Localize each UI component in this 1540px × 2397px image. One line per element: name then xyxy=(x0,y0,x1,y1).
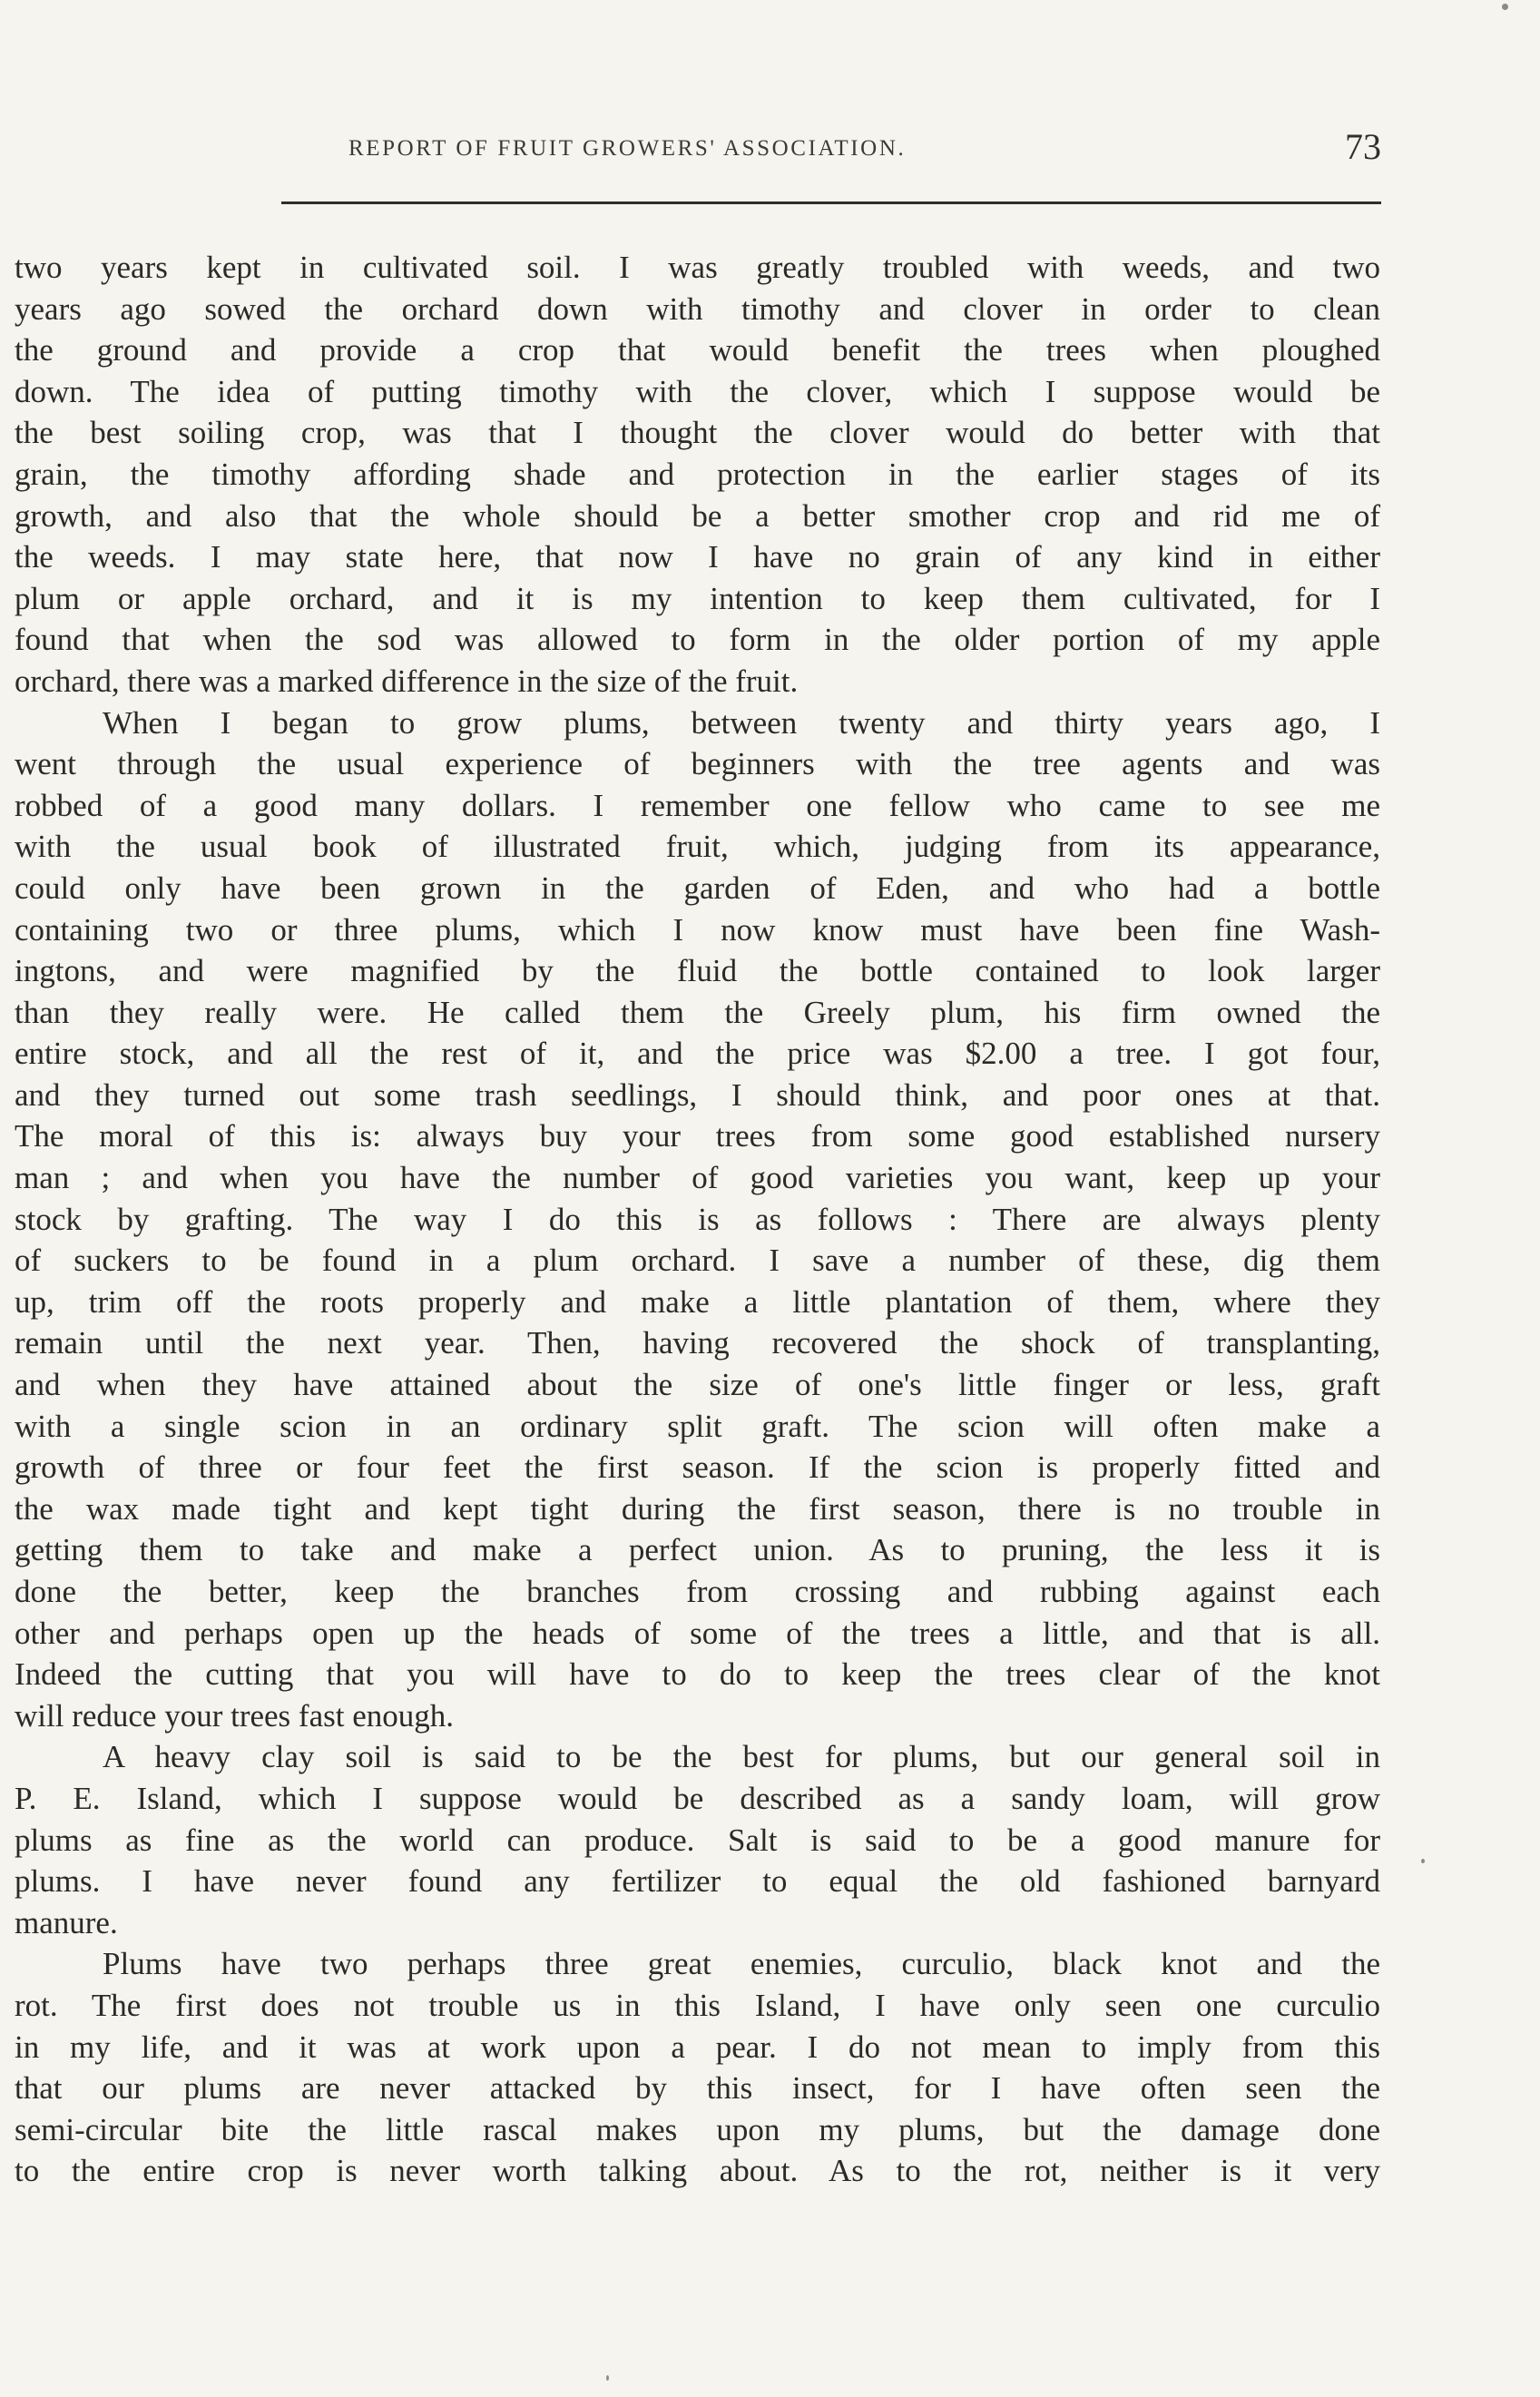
text-line: manure. xyxy=(15,1904,118,1940)
page-number: 73 xyxy=(1345,126,1381,167)
text-line: that our plums are never attacked by this insect, for I have often seen the xyxy=(15,2070,1380,2107)
text-line: plums. I have never found any fertilizer to equal the old fashioned barnyard xyxy=(15,1863,1380,1900)
paragraph-enemies xyxy=(15,1943,1380,2192)
paragraph-soil xyxy=(15,1736,1380,1943)
running-head xyxy=(281,125,1381,171)
text-line: growth, and also that the whole should be a better smother crop and rid me of xyxy=(15,497,1380,534)
text-line: done the better, keep the branches from crossing and rubbing against each xyxy=(15,1574,1380,1609)
text-line: Plums have two perhaps three great enemies, curculio, black knot and the xyxy=(103,1946,1380,1982)
text-line: stock by grafting. The way I do this is as follows : There are always plenty xyxy=(15,1201,1380,1237)
text-line: rot. The first does not trouble us in this Island, I have only seen one curculio xyxy=(15,1987,1380,2023)
text-line: growth of three or four feet the first season. If the scion is properly fitted and xyxy=(15,1449,1380,1486)
text-line: remain until the next year. Then, having recovered the shock of transplanting, xyxy=(15,1325,1380,1361)
text-line: orchard, there was a marked difference in the size of the fruit. xyxy=(15,663,799,699)
text-line: up, trim off the roots properly and make a little plantation of them, where they xyxy=(15,1283,1380,1320)
text-line: containing two or three plums, which I now know must have been fine Wash- xyxy=(15,911,1380,948)
text-line: and they turned out some trash seedlings, I should think, and poor ones at that. xyxy=(15,1076,1380,1113)
text-line: years ago sowed the orchard down with timothy and clover in order to clean xyxy=(15,290,1380,327)
text-line: down. The idea of putting timothy with the clover, which I suppose would be xyxy=(15,373,1380,409)
text-line: of suckers to be found in a plum orchard. I save a number of these, dig them xyxy=(15,1243,1380,1279)
text-line: in my life, and it was at work upon a pear. I do not mean to imply from this xyxy=(15,2029,1380,2065)
text-line: plum or apple orchard, and it is my intention to keep them cultivated, for I xyxy=(15,580,1380,616)
text-line: the weeds. I may state here, that now I have no grain of any kind in either xyxy=(15,539,1380,575)
text-line: getting them to take and make a perfect union. As to pruning, the less it is xyxy=(15,1532,1380,1568)
text-line: the ground and provide a crop that would benefit the trees when ploughed xyxy=(15,332,1380,368)
text-line: plums as fine as the world can produce. Salt is said to be a good manure for xyxy=(15,1822,1380,1858)
text-line: will reduce your trees fast enough. xyxy=(15,1697,455,1734)
text-line: man ; and when you have the number of good varieties you want, keep up your xyxy=(15,1160,1380,1196)
text-line: The moral of this is: always buy your trees from some good established nursery xyxy=(15,1118,1380,1154)
text-line: could only have been grown in the garden of Eden, and who had a bottle xyxy=(15,869,1380,906)
paragraph-cultivation xyxy=(15,247,1380,702)
text-line: with a single scion in an ordinary split graft. The scion will often make a xyxy=(15,1408,1380,1444)
text-line: entire stock, and all the rest of it, and the price was $2.00 a tree. I got four, xyxy=(15,1036,1380,1072)
header-rule xyxy=(281,201,1381,204)
paper-speck xyxy=(606,2375,609,2381)
text-line: found that when the sod was allowed to form in the older portion of my apple xyxy=(15,622,1380,658)
body-text xyxy=(15,247,1380,2192)
text-line: other and perhaps open up the heads of some of the trees a little, and that is all. xyxy=(15,1615,1380,1651)
text-line: two years kept in cultivated soil. I was greatly troubled with weeds, and two xyxy=(15,250,1380,285)
text-line: to the entire crop is never worth talking about. As to the rot, neither is it very xyxy=(15,2153,1380,2189)
text-line: semi-circular bite the little rascal makes upon my plums, but the damage done xyxy=(15,2111,1380,2147)
text-line: When I began to grow plums, between twenty and thirty years ago, I xyxy=(103,704,1380,741)
text-line: the best soiling crop, was that I thought the clover would do better with that xyxy=(15,415,1380,451)
text-line: went through the usual experience of beginners with the tree agents and was xyxy=(15,746,1380,782)
paragraph-tree-agents xyxy=(15,702,1380,1737)
running-title: REPORT OF FRUIT GROWERS' ASSOCIATION. xyxy=(348,136,907,161)
paper-speck xyxy=(1502,4,1508,10)
text-line: A heavy clay soil is said to be the best for plums, but our general soil in xyxy=(103,1739,1380,1775)
paper-speck xyxy=(1421,1859,1425,1863)
text-line: grain, the timothy affording shade and protection in the earlier stages of its xyxy=(15,456,1380,492)
text-line: ingtons, and were magnified by the fluid the bottle contained to look larger xyxy=(15,953,1380,989)
text-line: Indeed the cutting that you will have to do to keep the trees clear of the knot xyxy=(15,1656,1380,1693)
text-line: P. E. Island, which I suppose would be described as a sandy loam, will grow xyxy=(15,1780,1380,1816)
text-line: and when they have attained about the size of one's little finger or less, graft xyxy=(15,1367,1380,1403)
text-line: than they really were. He called them the Greely plum, his firm owned the xyxy=(15,994,1380,1030)
text-line: robbed of a good many dollars. I remember one fellow who came to see me xyxy=(15,787,1380,823)
text-line: the wax made tight and kept tight during the first season, there is no trouble in xyxy=(15,1490,1380,1527)
text-line: with the usual book of illustrated fruit, which, judging from its appearance, xyxy=(15,829,1380,865)
